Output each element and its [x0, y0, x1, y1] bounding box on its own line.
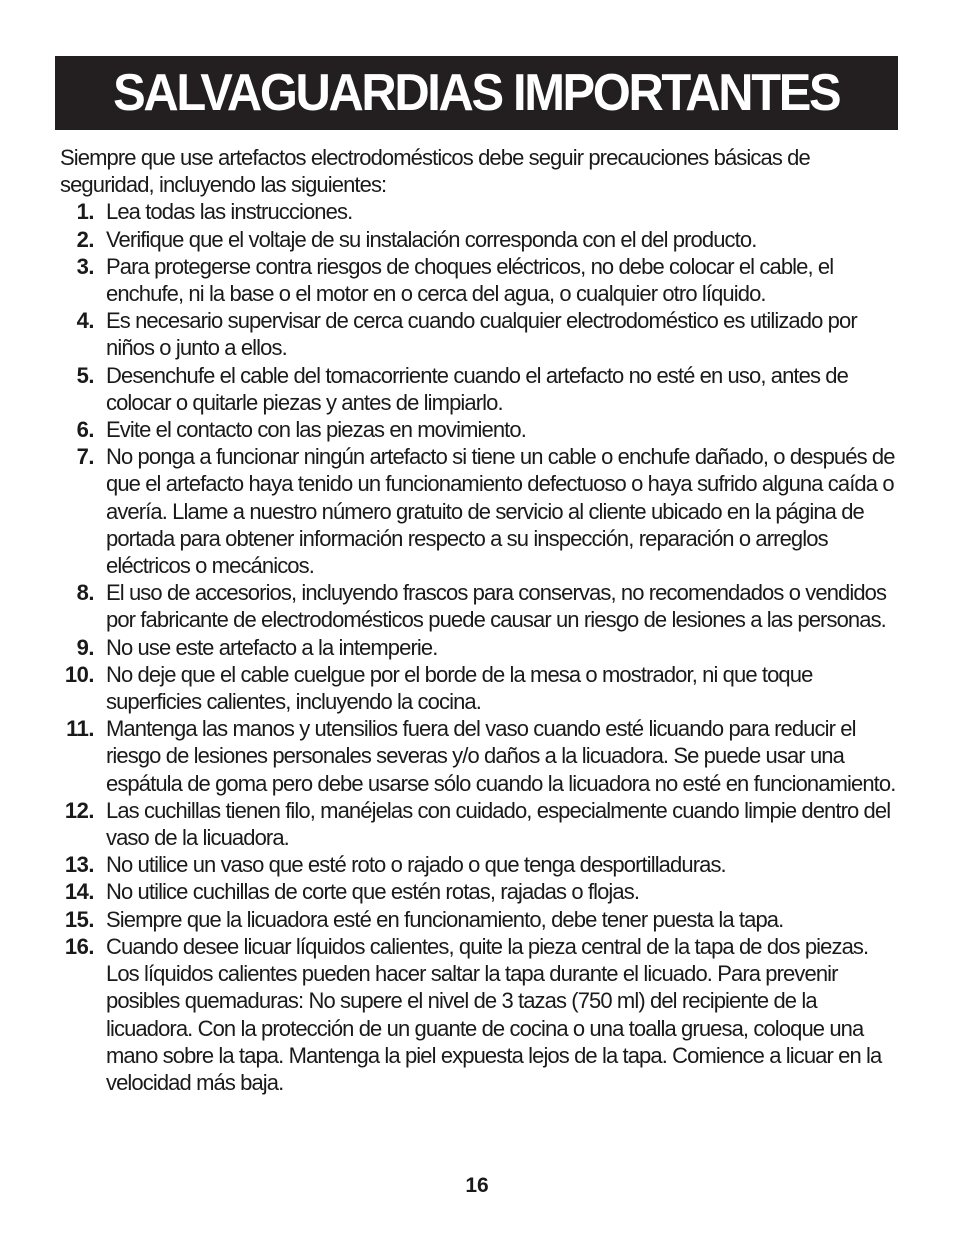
- list-item: [60, 416, 905, 443]
- item-number: 6.: [76, 417, 94, 443]
- item-text: Siempre que la licuadora esté en funcionamiento, debe tener puesta la tapa.: [106, 906, 784, 932]
- item-number: 12.: [64, 797, 94, 823]
- item-number: 8.: [76, 580, 94, 606]
- page-title: SALVAGUARDIAS IMPORTANTES: [113, 64, 840, 122]
- item-number: 16.: [64, 933, 94, 959]
- item-text: No use este artefacto a la intemperie.: [106, 634, 438, 660]
- item-text: Verifique que el voltaje de su instalación corresponda con el del producto.: [106, 226, 757, 252]
- item-number: 10.: [64, 661, 94, 687]
- item-text: Desenchufe el cable del tomacorriente cuando el artefacto no esté en uso, antes de colocar o quitarle piezas y antes de limpiarlo.: [106, 362, 848, 415]
- item-number: 5.: [76, 362, 94, 388]
- item-text: No utilice un vaso que esté roto o rajado o que tenga desportilladuras.: [106, 852, 726, 878]
- item-text: No ponga a funcionar ningún artefacto si tiene un cable o enchufe dañado, o después de que el artefacto haya tenido un funcionamiento defectuoso o haya sufrido alguna caída o avería. Llame a nuestro número gratuito de servicio al cliente ubicado en la página de portada para obtener información respecto a su inspección, reparación o arreglos eléctricos o mecánicos.: [106, 444, 895, 579]
- list-item: [60, 307, 905, 361]
- item-number: 4.: [76, 308, 94, 334]
- list-item: [60, 851, 905, 878]
- item-number: 15.: [64, 906, 94, 932]
- title-banner: [55, 56, 898, 130]
- item-number: 11.: [66, 716, 94, 742]
- list-item: [60, 906, 905, 933]
- item-text: No deje que el cable cuelgue por el borde de la mesa o mostrador, ni que toque superficies calientes, incluyendo la cocina.: [106, 661, 813, 715]
- list-item: [60, 579, 905, 633]
- item-text: Evite el contacto con las piezas en movimiento.: [106, 417, 526, 443]
- item-number: 1.: [76, 199, 94, 225]
- intro-paragraph: Siempre que use artefactos electrodomésticos debe seguir precauciones básicas de seguridad, incluyendo las siguientes:: [60, 145, 810, 198]
- item-number: 7.: [76, 444, 94, 470]
- list-item: [60, 634, 905, 661]
- item-number: 9.: [76, 634, 94, 660]
- item-number: 3.: [76, 253, 94, 279]
- list-item: [60, 933, 905, 1096]
- page-number: 16: [465, 1174, 489, 1197]
- list-item: [60, 226, 905, 253]
- safeguards-list: [60, 198, 905, 1096]
- list-item: [60, 443, 905, 579]
- list-item: [60, 661, 905, 715]
- item-number: 14.: [64, 879, 94, 905]
- item-text: No utilice cuchillas de corte que estén rotas, rajadas o flojas.: [106, 879, 640, 905]
- item-text: Las cuchillas tienen filo, manéjelas con cuidado, especialmente cuando limpie dentro del vaso de la licuadora.: [106, 797, 891, 851]
- list-item: [60, 362, 905, 416]
- item-text: Mantenga las manos y utensilios fuera del vaso cuando esté licuando para reducir el riesgo de lesiones personales severas y/o daños a la licuadora. Se puede usar una espátula de goma pero debe usarse sólo cuando la licuadora no esté en funcionamiento.: [106, 716, 896, 796]
- list-item: [60, 253, 905, 307]
- list-item: [60, 198, 905, 225]
- item-text: Lea todas las instrucciones.: [106, 199, 353, 225]
- item-number: 13.: [64, 852, 94, 878]
- item-text: Para protegerse contra riesgos de choques eléctricos, no debe colocar el cable, el enchufe, ni la base o el motor en o cerca del agua, o cualquier otro líquido.: [106, 253, 834, 307]
- item-text: Es necesario supervisar de cerca cuando cualquier electrodoméstico es utilizado por niños o junto a ellos.: [106, 308, 857, 361]
- list-item: [60, 878, 905, 905]
- list-item: [60, 715, 905, 797]
- item-text: El uso de accesorios, incluyendo frascos para conservas, no recomendados o vendidos por fabricante de electrodomésticos puede causar un riesgo de lesiones a las personas.: [106, 580, 887, 633]
- item-text: Cuando desee licuar líquidos calientes, quite la pieza central de la tapa de dos piezas. Los líquidos calientes pueden hacer saltar la tapa durante el licuado. Para prevenir posibles quemaduras: No supere el nivel de 3 tazas (750 ml) del recipiente de la licuadora. Con la protección de un guante de cocina o una toalla gruesa, coloque una mano sobre la tapa. Mantenga la piel expuesta lejos de la tapa. Comience a licuar en la velocidad más baja.: [106, 933, 882, 1095]
- list-item: [60, 797, 905, 851]
- safeguards-content: [60, 144, 905, 1096]
- item-number: 2.: [76, 226, 94, 252]
